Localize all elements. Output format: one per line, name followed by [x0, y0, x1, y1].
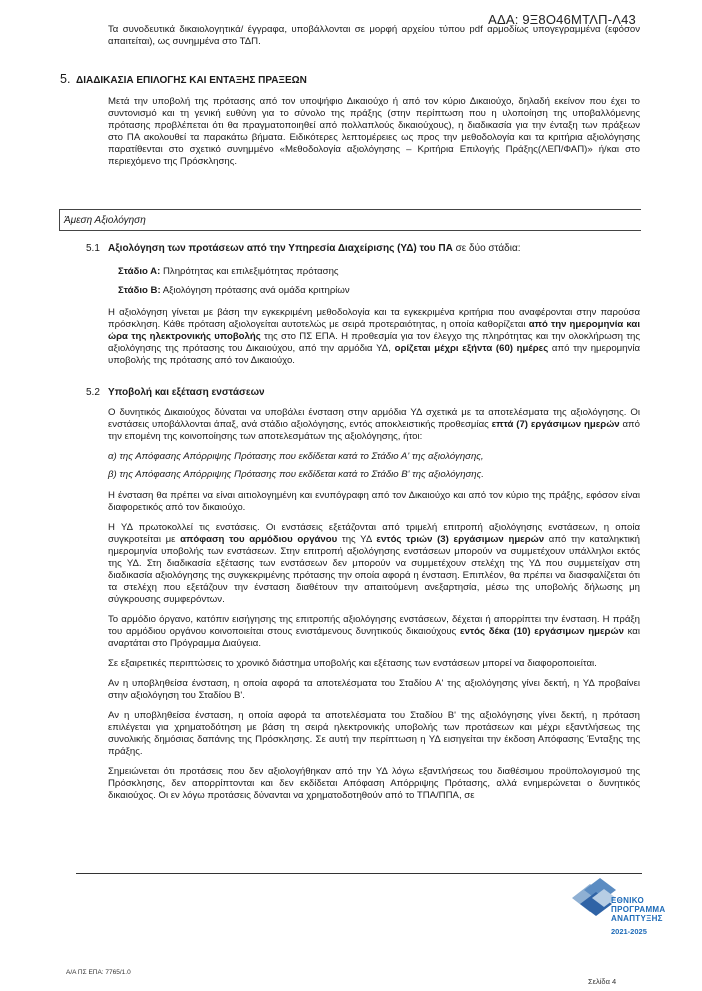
intro-paragraph: Τα συνοδευτικά δικαιολογητικά/ έγγραφα, υποβάλλονται σε μορφή αρχείου τύπου pdf αρμοδίως υπογεγραμμένα (εφόσον απαιτείται), ως συνημμένα στο ΤΔΠ.	[108, 24, 640, 47]
footer-divider	[76, 873, 642, 874]
section-title: ΔΙΑΔΙΚΑΣΙΑ ΕΠΙΛΟΓΗΣ ΚΑΙ ΕΝΤΑΞΗΣ ΠΡΑΞΕΩΝ	[76, 75, 307, 86]
page-number: Σελίδα 4	[588, 977, 617, 986]
subsection-5-1-number: 5.1	[86, 243, 100, 254]
direct-evaluation-box	[59, 209, 641, 231]
section-number: 5.	[60, 72, 71, 86]
section5-body: Μετά την υποβολή της πρότασης από τον υποψήφιο Δικαιούχο ή από τον κύριο Δικαιούχο, δηλαδή εκείνον που έχει το συντονισμό και τη γενική ευθύνη για το σύνολο της πράξης (στην περίπτωση που η υλοποίηση της υποβαλλόμενης πρότασης προβλέπεται ότι θα πραγματοποιηθεί από πολλαπλούς δικαιούχους), η διαδικασία για την ένταξη των πράξεων στο ΠΑ ακολουθεί τα παρακάτω βήματα. Ειδικότερες λεπτομέρειες ως προς την μεθοδολογία και τα κριτήρια αξιολόγησης παρατίθενται στο σχετικό συνημμένο «Μεθοδολογία αξιολόγησης – Κριτήρια Επιλογής Πράξης(ΛΕΠ/ΦΑΠ)» ή/και στο περιεχόμενο της Πρόσκλησης.	[108, 96, 640, 167]
list-item-b: β) της Απόφασης Απόρριψης Πρότασης που εκδίδεται κατά το Στάδιο Β' της αξιολόγησης.	[108, 469, 484, 480]
direct-evaluation-label: Άμεση Αξιολόγηση	[64, 215, 146, 226]
paragraph: Σε εξαιρετικές περιπτώσεις το χρονικό διάστημα υποβολής και εξέτασης των ενστάσεων μπορεί να διαφοροποιείται.	[108, 658, 597, 669]
stage-a: Στάδιο Α: Πληρότητας και επιλεξιμότητας πρότασης	[118, 266, 339, 277]
paragraph: Η ένσταση θα πρέπει να είναι αιτιολογημένη και ενυπόγραφη από τον Δικαιούχο και από τον κύριο της πράξης, εφόσον είναι διαφορετικός από τον δικαιούχο.	[108, 490, 640, 513]
paragraph: Ο δυνητικός Δικαιούχος δύναται να υποβάλει ένσταση στην αρμόδια ΥΔ σχετικά με τα αποτελέσματα της αξιολόγησης. Οι ενστάσεις υποβάλλονται άπαξ, ανά στάδιο αξιολόγησης, εντός αποκλειστικής προθεσμίας επτά (7) εργάσιμων ημερών από την επομένη της κοινοποίησης των αποτελεσμάτων της αξιολόγησης, ήτοι:	[108, 407, 640, 442]
paragraph: Το αρμόδιο όργανο, κατόπιν εισήγησης της επιτροπής αξιολόγησης ενστάσεων, δέχεται ή απορρίπτει την ένσταση. Η πράξη του αρμόδιου οργάνου κοινοποιείται στους ενιστάμενους δυνητικούς δικαιούχους εντός δέκα (10) εργάσιμων ημερών και αναρτάται στο Πρόγραμμα Διαύγεια.	[108, 614, 640, 649]
logo-text: ΕΘΝΙΚΟ ΠΡΟΓΡΑΜΜΑ ΑΝΑΠΤΥΞΗΣ	[611, 896, 666, 923]
paragraph: Αν η υποβληθείσα ένσταση, η οποία αφορά τα αποτελέσματα του Σταδίου Α' της αξιολόγησης γίνει δεκτή, η ΥΔ προβαίνει στην αξιολόγηση του Σταδίου Β'.	[108, 678, 640, 701]
subsection-5-1-title: Αξιολόγηση των προτάσεων από την Υπηρεσία Διαχείρισης (ΥΔ) του ΠΑ σε δύο στάδια:	[108, 243, 521, 254]
footer-code: Α/Α ΠΣ ΕΠΑ: 7765/1.0	[66, 969, 131, 976]
paragraph: Αν η υποβληθείσα ένσταση, η οποία αφορά τα αποτελέσματα του Σταδίου Β' της αξιολόγησης γίνει δεκτή, η πρόταση επιλέγεται για χρηματοδότηση με βάση τη σειρά ηλεκτρονικής υποβολής των προτάσεων και μέχρι εξαντλήσεως της συνολικής δημόσιας δαπάνης της Πρόσκλησης. Σε αυτή την περίπτωση η ΥΔ εισηγείται την έκδοση Απόφασης Ένταξης της πράξης.	[108, 710, 640, 757]
subsection-5-2-number: 5.2	[86, 387, 100, 398]
subsection-5-2-title: Υποβολή και εξέταση ενστάσεων	[108, 387, 265, 398]
stage-b: Στάδιο Β: Αξιολόγηση πρότασης ανά ομάδα κριτηρίων	[118, 285, 350, 296]
paragraph: Η ΥΔ πρωτοκολλεί τις ενστάσεις. Οι ενστάσεις εξετάζονται από τριμελή επιτροπή αξιολόγησης ενστάσεων, η οποία συγκροτείται με απόφαση του αρμόδιου οργάνου της ΥΔ εντός τριών (3) εργάσιμων ημερών από την καταληκτική ημερομηνία υποβολής των ενστάσεων. Στην επιτροπή αξιολόγησης ενστάσεων μπορούν να συμμετέχουν υπάλληλοι εκτός της ΥΔ. Στη διαδικασία εξέτασης των ενστάσεων δεν μπορούν να συμμετέχουν στελέχη της ΥΔ που συμμετείχαν στη διαδικασία αξιολόγησης της συγκεκριμένης πρότασης την οποία αφορά η ένσταση. Επιπλέον, θα πρέπει να διασφαλίζεται ότι τα στελέχη που εξετάζουν την ένσταση διαθέτουν την απαιτούμενη ανεξαρτησία, μέσω της υποβολής δήλωσης μη σύγκρουσης συμφερόντων.	[108, 522, 640, 605]
ada-code: ΑΔΑ: 9Ξ8Ο46ΜΤΛΠ-Λ43	[488, 12, 636, 27]
subsection-5-2-body	[108, 407, 640, 810]
logo-years: 2021-2025	[611, 927, 647, 936]
subsection-5-1-body: Η αξιολόγηση γίνεται με βάση την εγκεκριμένη μεθοδολογία και τα εγκεκριμένα κριτήρια που αναφέρονται στην παρούσα πρόσκληση. Κάθε πρόταση αξιολογείται αυτοτελώς με σειρά προτεραιότητας, η οποία καθορίζεται από την ημερομηνία και ώρα της ηλεκτρονικής υποβολής της στο ΠΣ ΕΠΑ. Η προθεσμία για τον έλεγχο της πληρότητας και την ολοκλήρωση της αξιολόγησης της πρότασης του Δικαιούχου, από την αρμόδια ΥΔ, ορίζεται μέχρι εξήντα (60) ημέρες από την ημερομηνία υποβολής της πρότασης από τον Δικαιούχο.	[108, 307, 640, 366]
paragraph: Σημειώνεται ότι προτάσεις που δεν αξιολογήθηκαν από την ΥΔ λόγω εξαντλήσεως του διαθέσιμου προϋπολογισμού της Πρόσκλησης, δεν απορρίπτονται και δεν εκδίδεται Απόφαση Απόρριψης Πρότασης, αλλά ενημερώνεται ο δυνητικός δικαιούχος. Οι εν λόγω προτάσεις δύνανται να χρηματοδοτηθούν από το ΤΠΑ/ΠΠΑ, σε	[108, 766, 640, 801]
list-item-a: α) της Απόφασης Απόρριψης Πρότασης που εκδίδεται κατά το Στάδιο Α' της αξιολόγησης,	[108, 451, 484, 462]
